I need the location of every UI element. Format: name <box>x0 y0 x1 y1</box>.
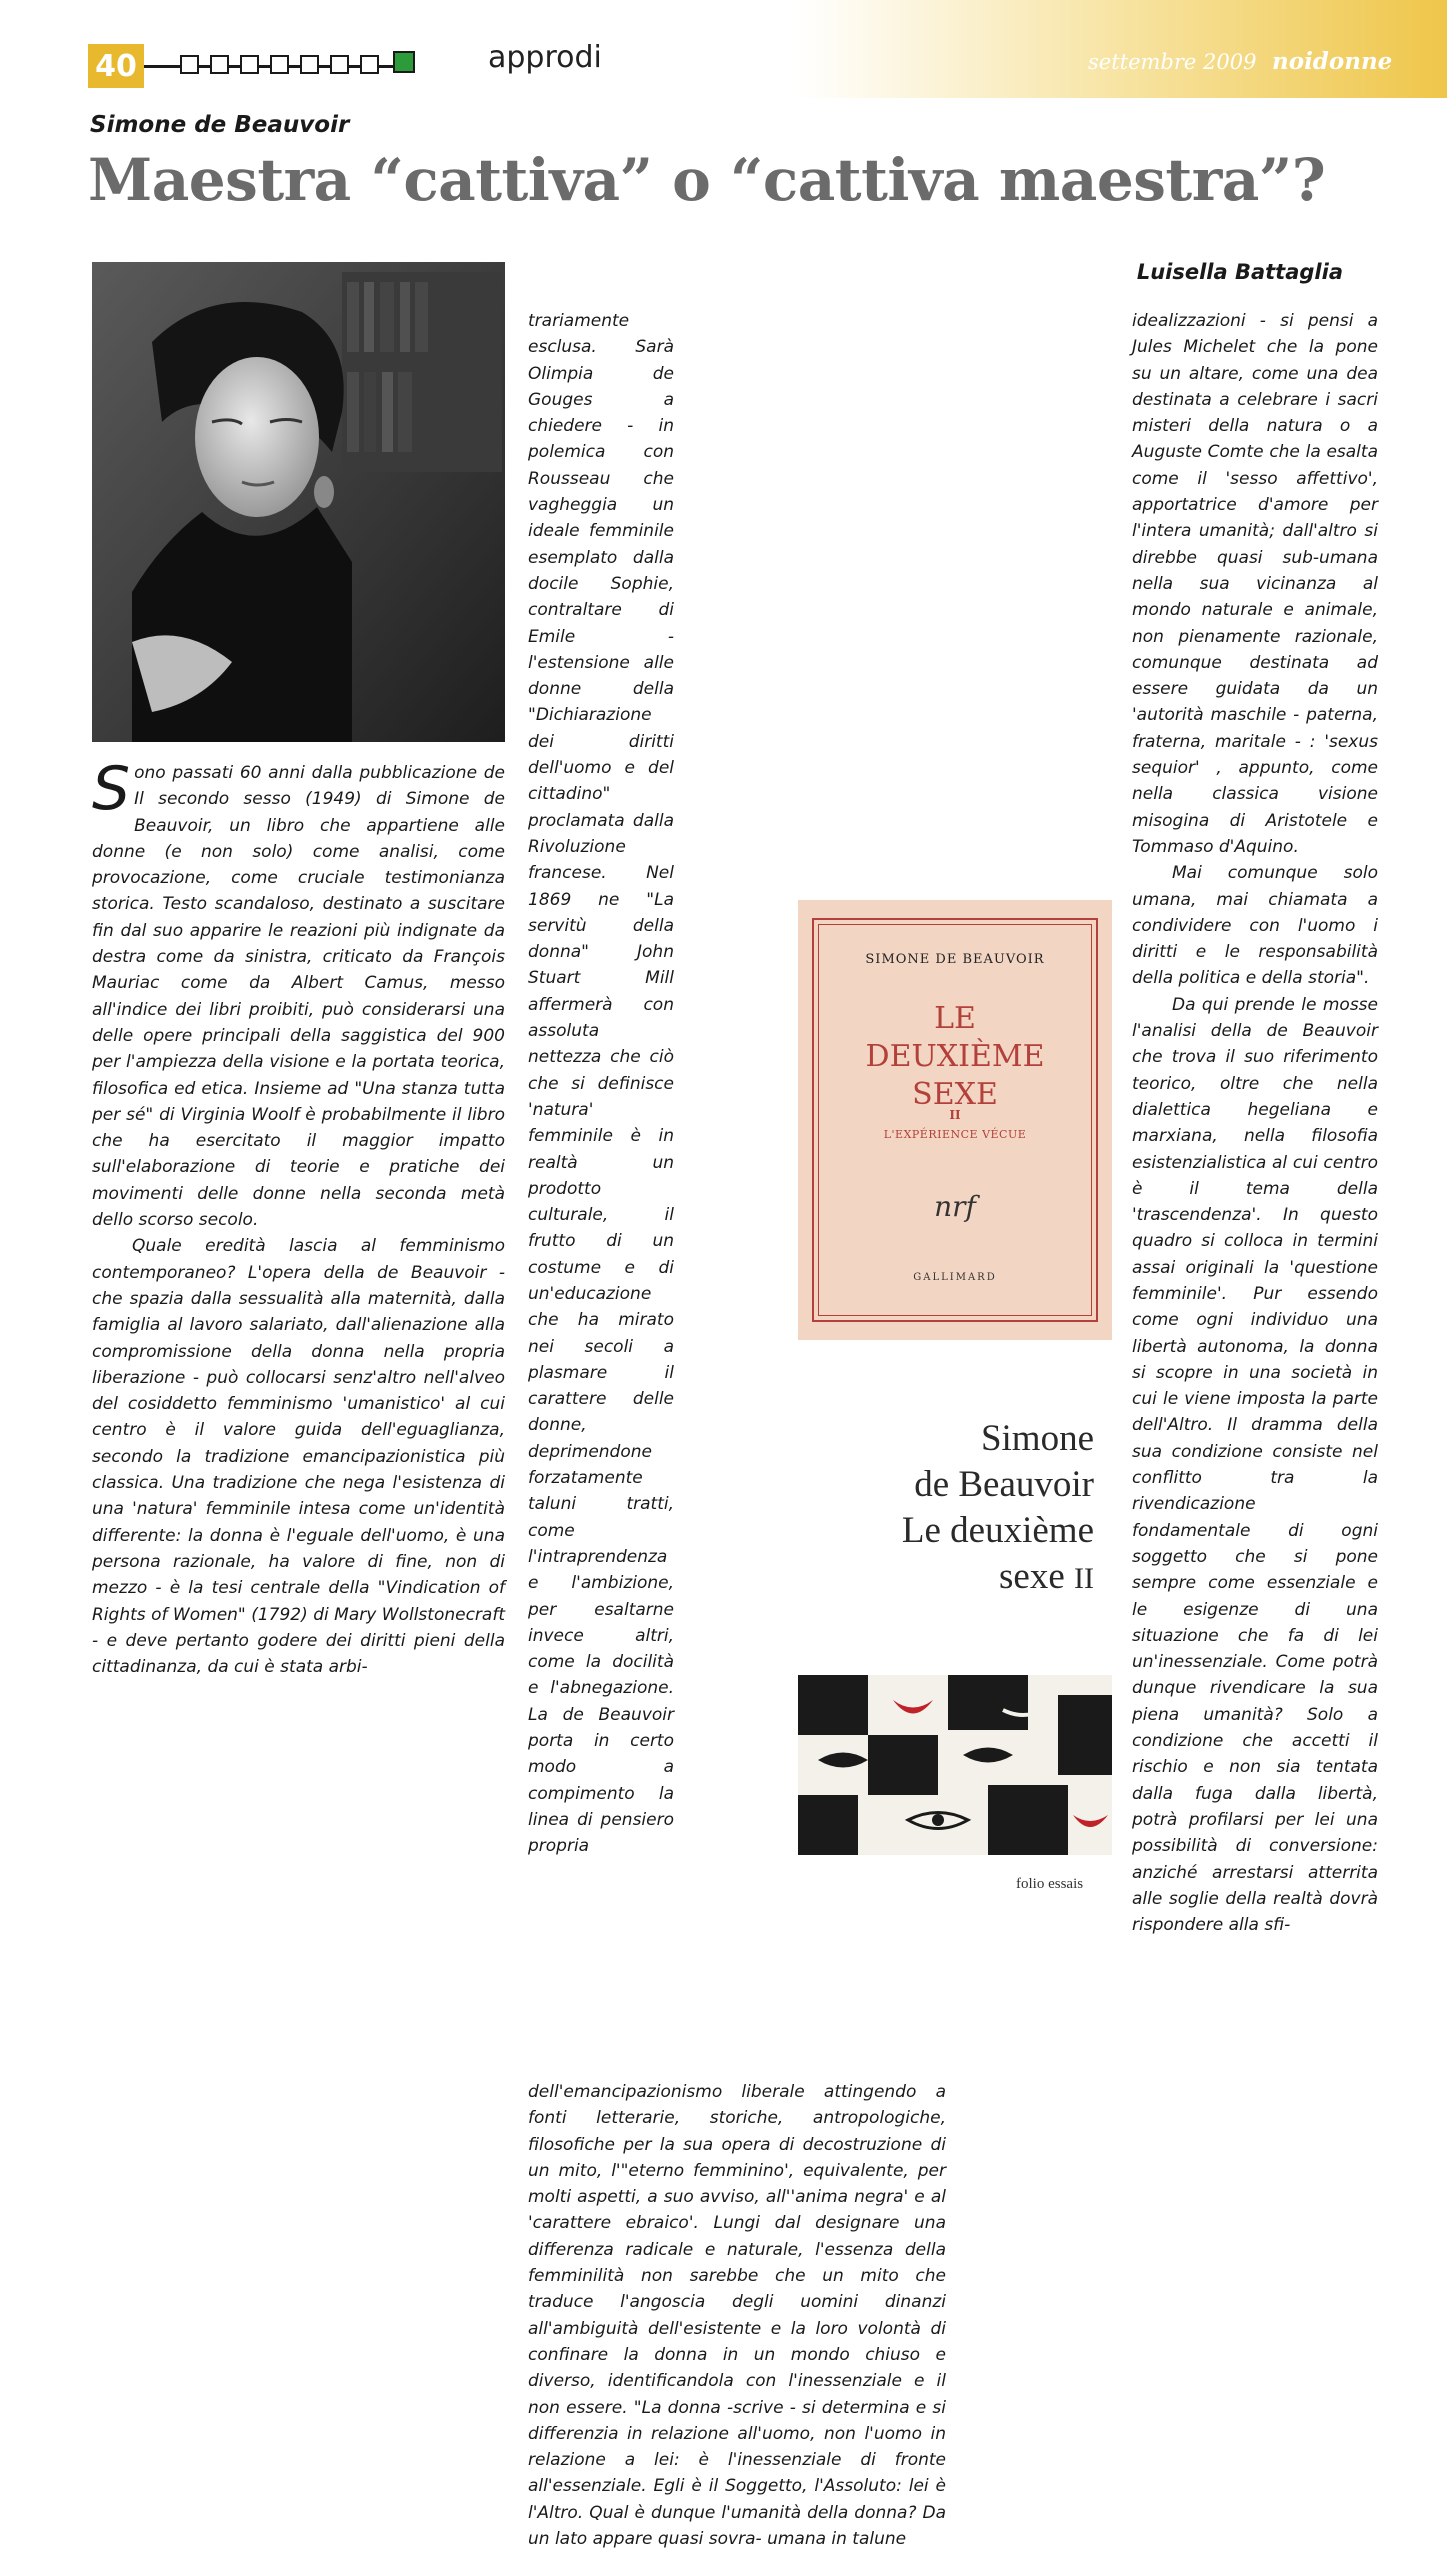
article-paragraph: trariamente esclusa. Sarà Olimpia de Gouges a chiedere - in polemica con Rousseau che vagheggia un ideale femminile esemplato dalla docile Sophie, contraltare di Emile - l'estensione alle donne della "Dichiarazione dei diritti dell'uomo e del cittadino" proclamata dalla Rivoluzione francese. Nel 1869 ne "La servitù della donna" John Stuart Mill affermerà con assoluta nettezza che ciò che si definisce 'natura' femminile è in realtà un prodotto culturale, il frutto di un costume e di un'educazione che ha mirato nei secoli a plasmare il carattere delle donne, deprimendone forzatamente taluni tratti, come l'intraprendenza e l'ambizione, per esaltarne invece altri, come la docilità e l'abnegazione. La de Beauvoir porta in certo modo a compimento la linea di pensiero propria dell'emancipazionismo liberale attingendo a fonti letterarie, storiche, antropologiche, filosofiche per la sua opera di decostruzione di un mito, l'"eterno femminino', equivalente, per molti aspetti, a suo avviso, all''anima negra' e al 'carattere ebraico'. Lungi dal designare una differenza radicale e naturale, l'essenza della femminilità non sarebbe che un mito che traduce l'angoscia degli uomini dinanzi all'ambiguità dell'esistente e la loro volontà di confinare la donna in un mondo chiuso e diverso, identificandola con l'inessenziale e il non essere. "La donna -scrive - si determina e si differenzia in relazione all'uomo, non l'uomo in relazione a lei: è l'inessenziale di fronte all'essenziale. Egli è il Soggetto, l'Assoluto: lei è l'Altro. Qual è dunque l'umanità della donna? Da un lato appare quasi sovra- umana in talune <box>528 311 946 2550</box>
header-box <box>270 55 289 74</box>
drop-cap: S <box>92 754 131 824</box>
header-box <box>330 55 349 74</box>
cover-title-line: LE <box>934 1001 976 1036</box>
cover-title-line <box>902 1554 1094 1602</box>
article-paragraph <box>92 754 505 1233</box>
cover-title-line: DEUXIÈME <box>865 1039 1045 1074</box>
cover-author-line: Simone <box>980 1418 1094 1459</box>
cover-title-word: sexe <box>999 1556 1065 1597</box>
book-cover-gallimard <box>798 900 1112 1340</box>
header-box <box>240 55 259 74</box>
cover-volume: II <box>1074 1562 1094 1595</box>
article-paragraph: idealizzazioni - si pensi a Jules Michelet che la pone su un altare, come una dea destinata a celebrare i sacri misteri della natura o a Auguste Comte che la esalta come il 'sesso affettivo', apportatrice d'amore per l'intera umanità; dall'altro si direbbe quasi sub-umana nella sua vicinanza al mondo naturale e animale, non pienamente razionale, comunque destinata ad essere guidata da un 'autorità maschile - paterna, fraterna, maritale - : 'sexus sequior' , appunto, come nella classica visione misogina di Aristotele e Tommaso d'Aquino. <box>1132 311 1378 857</box>
cover-author: SIMONE DE BEAUVOIR <box>865 952 1045 967</box>
cover-title-line: Le deuxième <box>901 1510 1094 1551</box>
header-box <box>360 55 379 74</box>
cover-collection: folio essais <box>1016 1876 1084 1892</box>
portrait-photo <box>92 262 505 742</box>
article-column-1 <box>92 754 505 1965</box>
article-author: Luisella Battaglia <box>1136 260 1343 284</box>
cover-title <box>798 1000 1112 1114</box>
article-paragraph: Da qui prende le mosse l'analisi della de Beauvoir che trova il suo riferimento teorico, oltre che nella dialettica hegeliana e marxiana, nella filosofia esistenzialistica al cui centro è il tema della 'trascendenza'. In questo quadro si colloca in termini assai originali la 'questione femminile'. Pur essendo come ogni individuo una libertà autonoma, la donna si scopre in una società in cui le viene imposta la parte dell'Altro. Il dramma della sua condizione consiste nel conflitto tra la rivendicazione fondamentale di ogni soggetto che si pone sempre come essenziale e le esigenze di una situazione che fa di lei un'inessenziale. Come potrà dunque rivendicare la sua piena umanità? Solo a condizione che accetti il rischio e non sia tentata dalla fuga dalla libertà, potrà profilarsi per lei una possibilità di conversione: anziché arrestarsi atterrita alle soglie della realtà dovrà rispondere alla sfi- <box>1132 994 1378 1936</box>
cover-title-line: SEXE <box>912 1077 998 1112</box>
article-kicker: Simone de Beauvoir <box>90 112 350 138</box>
article-paragraph: Quale eredità lascia al femminismo contemporaneo? L'opera della de Beauvoir - che spazia dalla sessualità alla maternità, dalla famiglia al lavoro salariato, dall'alienazione alla compromissione della donna nella propria liberazione - può collocarsi senz'altro nell'alveo del cosiddetto femminismo 'umanistico' al cui centro è il valore guida dell'eguaglianza, secondo la tradizione emancipazionistica più classica. Una tradizione che nega l'esistenza di una 'natura' femminile intesa come un'identità differente: la donna è l'eguale dell'uomo, è una persona razionale, ha valore di fine, non di mezzo - è la tesi centrale della "Vindication of Rights of Women" (1792) di Mary Wollstonecraft - e deve pertanto godere dei diritti pieni della cittadinanza, da cui è stata arbi- <box>92 1236 505 1678</box>
portrait-illustration <box>92 262 505 742</box>
header-box <box>210 55 229 74</box>
article-paragraph: Mai comunque solo umana, mai chiamata a condividere con l'uomo i diritti e le responsabilità della politica e della storia". <box>1132 863 1378 989</box>
cover-artwork <box>798 1675 1112 1855</box>
cover-subtitle: L'EXPÉRIENCE VÉCUE <box>883 1128 1027 1141</box>
magazine-name: noidonne <box>1272 48 1393 75</box>
book-cover-folio <box>798 1400 1112 1908</box>
page-number: 40 <box>88 44 144 88</box>
article-title: Maestra “cattiva” o “cattiva maestra”? <box>88 146 1326 214</box>
cover-title <box>902 1508 1094 1602</box>
cover-author <box>914 1416 1094 1508</box>
page-header <box>0 0 1447 98</box>
nrf-logo: nrf <box>934 1190 976 1223</box>
header-box-active <box>393 51 415 73</box>
paragraph-text: ono passati 60 anni dalla pubblicazione de Il secondo sesso (1949) di Simone de Beauvoir, un libro che appartiene alle donne (e non solo) come analisi, come provocazione, come cruciale testimonianza storica. Testo scandaloso, destinato a suscitare fin dal suo apparire le reazioni più indignate da destra come da sinistra, criticato da François Mauriac come da Albert Camus, messo all'indice dei libri proibiti, può considerarsi una delle opere principali della saggistica del 900 per l'ampiezza della visione e la portata teorica, filosofica ed etica. Insieme ad "Una stanza tutta per sé" di Virginia Woolf è probabilmente il libro che ha esercitato il maggior impatto sull'elaborazione di teorie e pratiche dei movimenti delle donne nella seconda metà dello scorso secolo. <box>92 763 505 1231</box>
issue-date: settembre 2009 <box>1088 50 1257 74</box>
cover-publisher: GALLIMARD <box>913 1272 997 1283</box>
cover-volume: II <box>949 1108 961 1122</box>
header-box <box>180 55 199 74</box>
header-box <box>300 55 319 74</box>
cover-author-line: de Beauvoir <box>914 1464 1094 1505</box>
section-name: approdi <box>488 40 602 75</box>
